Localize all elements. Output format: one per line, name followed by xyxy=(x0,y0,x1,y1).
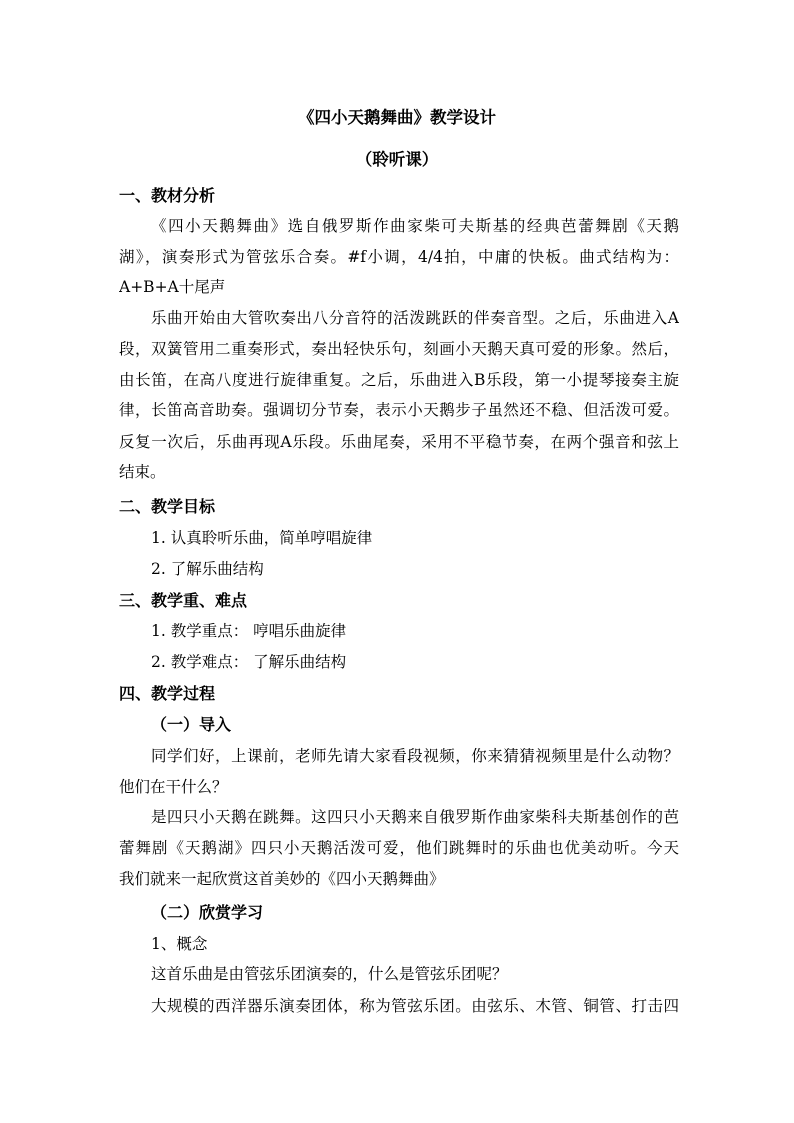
paragraph-line: 大规模的西洋器乐演奏团体，称为管弦乐团。由弦乐、木管、铜管、打击四 xyxy=(151,997,679,1015)
paragraph-line: 段，双簧管用二重奏形式，奏出轻快乐句，刻画小天鹅天真可爱的形象。然后， xyxy=(119,340,679,358)
paragraph-line: 同学们好，上课前，老师先请大家看段视频，你来猜猜视频里是什么动物？ xyxy=(151,747,679,765)
paragraph-line: 是四只小天鹅在跳舞。这四只小天鹅来自俄罗斯作曲家柴科夫斯基创作的芭 xyxy=(151,808,679,826)
subsection-heading-appreciation: （二）欣赏学习 xyxy=(151,903,264,922)
paragraph-line: 结束。 xyxy=(119,463,166,481)
paragraph-line: 乐曲开始由大管吹奏出八分音符的活泼跳跃的伴奏音型。之后，乐曲进入A xyxy=(151,309,679,327)
section-heading-materials: 一、教材分析 xyxy=(119,186,216,205)
paragraph-line: 湖》，演奏形式为管弦乐合奏。#f小调，4/4拍，中庸的快板。曲式结构为： xyxy=(119,248,679,266)
list-item: 1、概念 xyxy=(151,935,208,953)
section-heading-key-points: 三、教学重、难点 xyxy=(119,591,248,610)
paragraph-line: 由长笛，在高八度进行旋律重复。之后，乐曲进入B乐段，第一小提琴接奏主旋 xyxy=(119,371,679,389)
document-subtitle: （聆听课） xyxy=(355,150,439,169)
subsection-heading-intro: （一）导入 xyxy=(151,715,232,734)
section-heading-process: 四、教学过程 xyxy=(119,684,216,703)
list-item: 2. 了解乐曲结构 xyxy=(151,560,264,578)
list-item: 1. 教学重点： 哼唱乐曲旋律 xyxy=(151,622,347,640)
list-item: 1. 认真聆听乐曲，简单哼唱旋律 xyxy=(151,529,373,547)
paragraph-line: 他们在干什么？ xyxy=(119,778,228,796)
paragraph-line: 反复一次后，乐曲再现A乐段。乐曲尾奏，采用不平稳节奏，在两个强音和弦上 xyxy=(119,433,679,451)
document-title: 《四小天鹅舞曲》教学设计 xyxy=(298,108,496,127)
paragraph-line: 律，长笛高音助奏。强调切分节奏，表示小天鹅步子虽然还不稳、但活泼可爱。 xyxy=(119,401,679,419)
paragraph-line: A+B+A十尾声 xyxy=(119,278,226,296)
paragraph-line: 我们就来一起欣赏这首美妙的《四小天鹅舞曲》 xyxy=(119,870,445,888)
paragraph-line: 蕾舞剧《天鹅湖》四只小天鹅活泼可爱，他们跳舞时的乐曲也优美动听。今天 xyxy=(119,839,679,857)
paragraph-line: 《四小天鹅舞曲》选自俄罗斯作曲家柴可夫斯基的经典芭蕾舞剧《天鹅 xyxy=(151,217,679,235)
paragraph-line: 这首乐曲是由管弦乐团演奏的，什么是管弦乐团呢？ xyxy=(151,965,508,983)
section-heading-objectives: 二、教学目标 xyxy=(119,497,216,516)
list-item: 2. 教学难点： 了解乐曲结构 xyxy=(151,653,347,671)
